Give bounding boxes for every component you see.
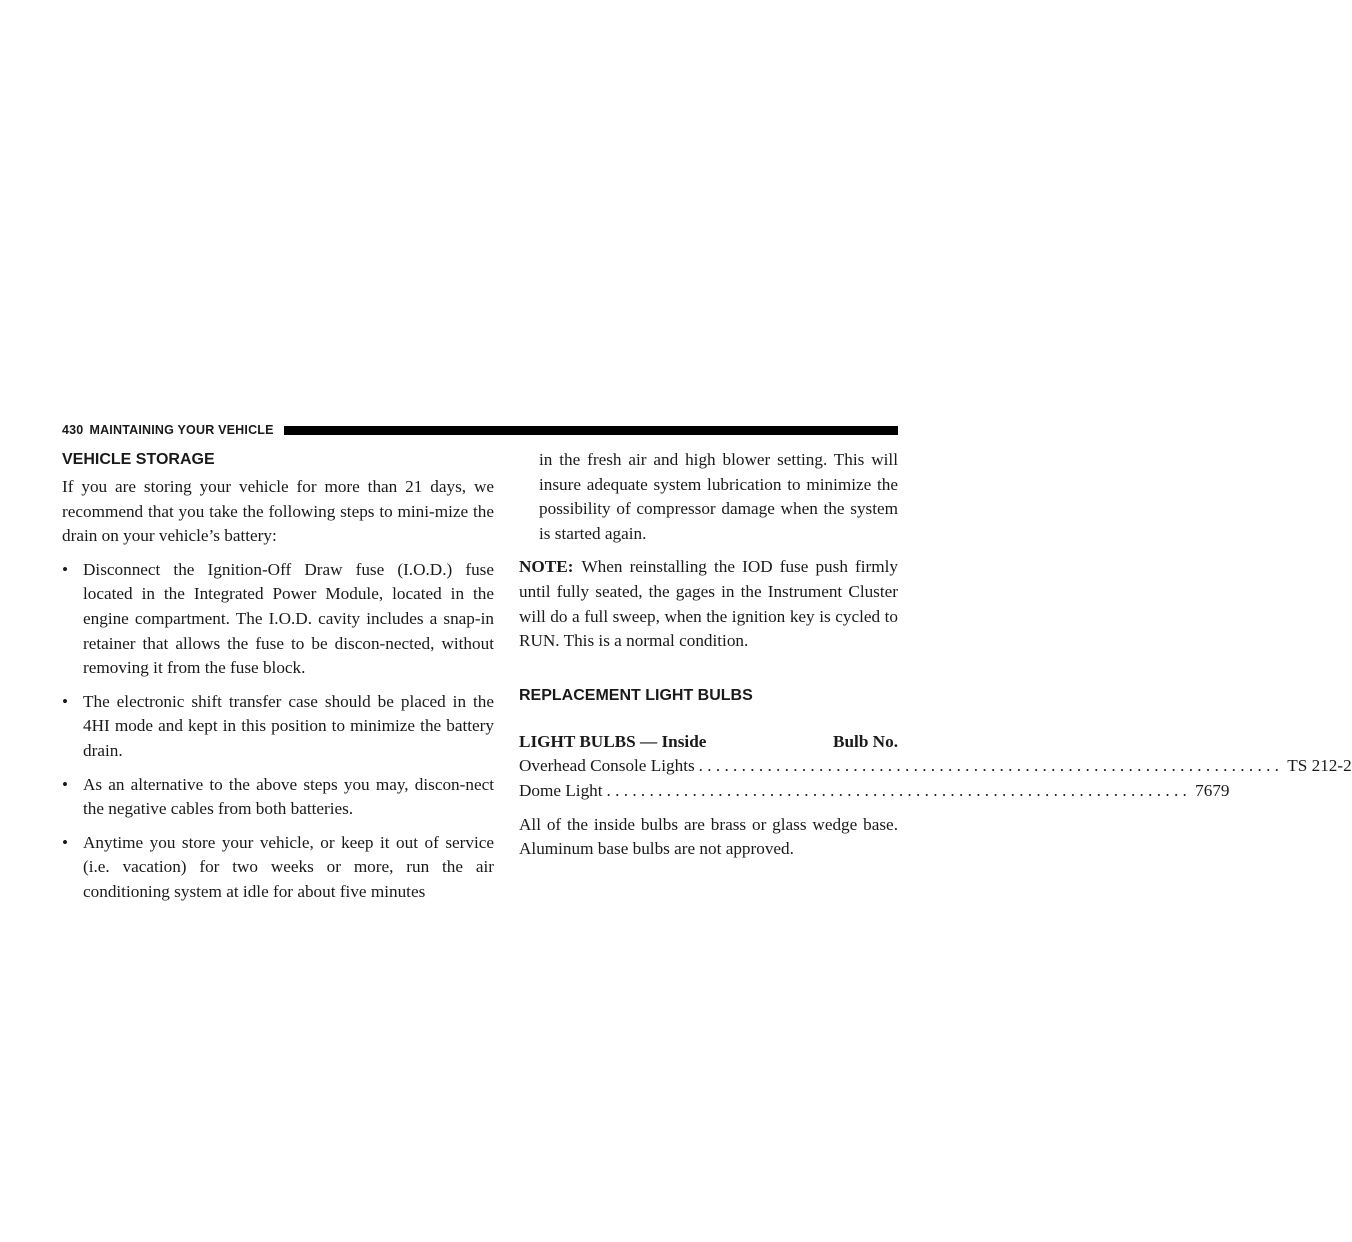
bullet-text: The electronic shift transfer case should be placed in the 4HI mode and kept in this position to minimize the battery drain.	[83, 691, 494, 760]
bullet-item	[62, 690, 494, 764]
right-column	[519, 448, 1352, 862]
bullet-icon: •	[62, 774, 69, 794]
bulb-name: Overhead Console Lights	[519, 756, 695, 776]
bullet-item	[62, 831, 494, 905]
table-row	[519, 754, 1352, 779]
bulb-name: Dome Light	[519, 780, 603, 800]
page-number: 430	[62, 423, 84, 437]
bulb-table-col-left: LIGHT BULBS — Inside	[519, 731, 707, 751]
bullet-text: Disconnect the Ignition-Off Draw fuse (I.O.D.) fuse located in the Integrated Power Module, located in the engine compartment. The I.O.D. cavity includes a snap-in retainer that allows the fuse to be discon-nected, without removing it from the fuse block.	[83, 559, 494, 678]
vehicle-storage-heading: VEHICLE STORAGE	[62, 451, 215, 468]
bulb-table-col-right: Bulb No.	[833, 731, 898, 751]
bulb-table-header	[519, 730, 898, 755]
storage-intro: If you are storing your vehicle for more than 21 days, we recommend that you take the following steps to mini-mize the drain on your vehicle’s battery:	[62, 477, 494, 546]
bullet-text: As an alternative to the above steps you may, discon-nect the negative cables from both batteries.	[83, 774, 494, 819]
replacement-bulbs-heading: REPLACEMENT LIGHT BULBS	[519, 686, 753, 704]
bullet-icon: •	[62, 559, 69, 579]
bullet-text: Anytime you store your vehicle, or keep it out of service (i.e. vacation) for two weeks or more, run the air conditioning system at idle for about five minutes	[83, 832, 494, 901]
page-header	[62, 421, 898, 439]
bullet-item	[62, 558, 494, 681]
leader-dots: ....................................................................	[606, 780, 1192, 800]
bulb-number: 7679	[1195, 780, 1230, 800]
note-label: NOTE:	[519, 557, 574, 577]
note-text: When reinstalling the IOD fuse push firmly until fully seated, the gages in the Instrument Cluster will do a full sweep, when the ignition key is cycled to RUN. This is a normal condition.	[519, 557, 898, 651]
bullet-continuation: in the fresh air and high blower setting. This will insure adequate system lubrication to minimize the possibility of compressor damage when the system is started again.	[539, 450, 898, 543]
note-paragraph	[519, 555, 898, 653]
leader-dots: ....................................................................	[698, 756, 1284, 776]
bulb-number: TS 212-2	[1287, 756, 1352, 776]
bullet-icon: •	[62, 832, 69, 852]
left-column	[62, 448, 494, 914]
header-rule	[284, 426, 898, 435]
bullet-icon: •	[62, 691, 69, 711]
bullet-item	[62, 773, 494, 822]
table-row	[519, 779, 1230, 804]
bulb-base-note: All of the inside bulbs are brass or glass wedge base. Aluminum base bulbs are not approved.	[519, 814, 898, 859]
section-title: MAINTAINING YOUR VEHICLE	[89, 423, 274, 437]
